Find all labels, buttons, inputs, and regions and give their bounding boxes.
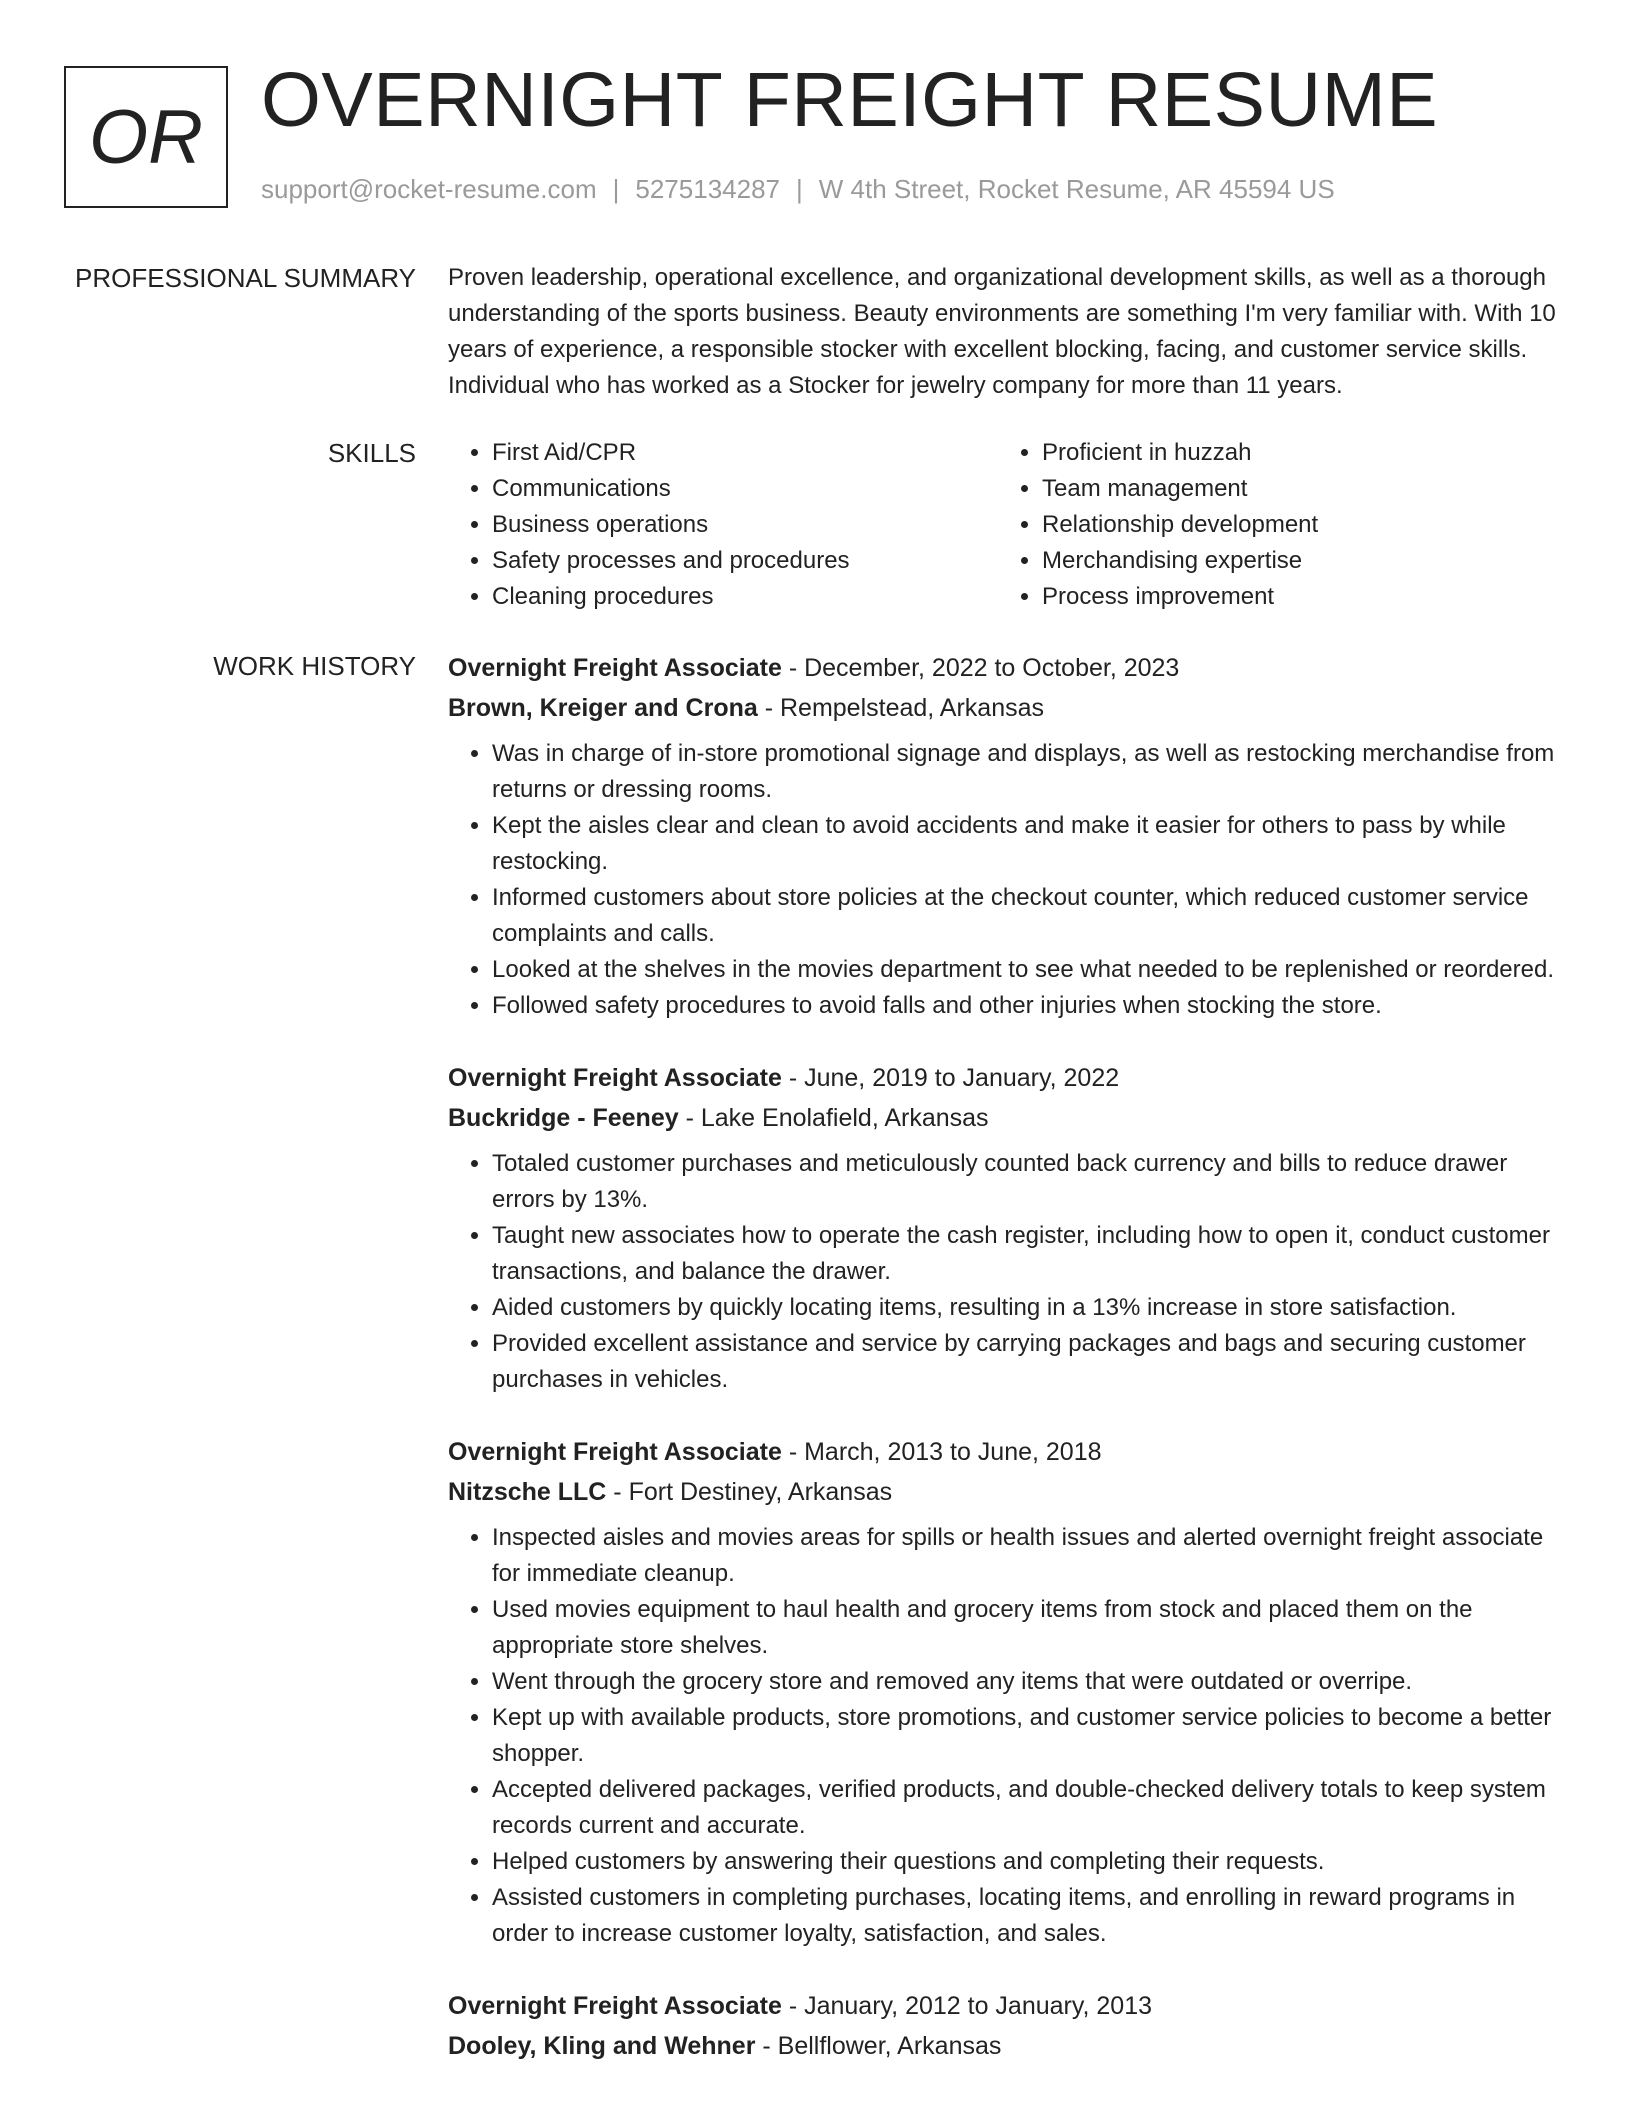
job-location: - Lake Enolafield, Arkansas xyxy=(678,1104,989,1132)
job-bullet: • Aided customers by quickly locating items, resulting in a 13% increase in store satisfaction. xyxy=(492,1290,1566,1326)
job-bullet: • Looked at the shelves in the movies department to see what needed to be replenished or reordered. xyxy=(492,952,1566,988)
job-title-line xyxy=(448,1986,1566,2026)
job-title-line xyxy=(448,1432,1566,1472)
job-company: Brown, Kreiger and Crona xyxy=(448,694,758,722)
job-title-line xyxy=(448,648,1566,688)
summary-body xyxy=(448,260,1566,404)
job-location: - Fort Destiney, Arkansas xyxy=(606,1478,893,1506)
job-bullet: • Kept the aisles clear and clean to avoid accidents and make it easier for others to pass by while restocking. xyxy=(492,808,1566,880)
job-title: Overnight Freight Associate xyxy=(448,1064,782,1092)
job-entry xyxy=(448,1986,1566,2066)
job-bullet: • Kept up with available products, store promotions, and customer service policies to become a better shopper. xyxy=(492,1700,1566,1772)
job-title: Overnight Freight Associate xyxy=(448,1438,782,1466)
job-bullet: • Followed safety procedures to avoid falls and other injuries when stocking the store. xyxy=(492,988,1566,1024)
skills-list-right xyxy=(998,435,1548,615)
job-company: Dooley, Kling and Wehner xyxy=(448,2032,756,2060)
contact-separator: | xyxy=(796,174,803,204)
work-history-heading: WORK HISTORY xyxy=(213,651,416,681)
monogram-badge xyxy=(64,66,228,208)
job-entry xyxy=(448,1432,1566,1952)
job-company-line xyxy=(448,1472,1566,1512)
job-company-line xyxy=(448,688,1566,728)
job-bullet: • Used movies equipment to haul health and grocery items from stock and placed them on the appropriate store shelves. xyxy=(492,1592,1566,1664)
skill-item: • Merchandising expertise xyxy=(1042,543,1548,579)
job-company-line xyxy=(448,2026,1566,2066)
job-entry xyxy=(448,1058,1566,1398)
job-bullet: • Inspected aisles and movies areas for spills or health issues and alerted overnight freight associate for immediate cleanup. xyxy=(492,1520,1566,1592)
job-bullet: • Went through the grocery store and removed any items that were outdated or overripe. xyxy=(492,1664,1566,1700)
summary-text: Proven leadership, operational excellence, and organizational development skills, as well as a thorough understanding of the sports business. Beauty environments are something I'm very familiar with. With 10 years of experience, a responsible stocker with excellent blocking, facing, and customer service skills. Individual who has worked as a Stocker for jewelry company for more than 11 years. xyxy=(448,264,1556,399)
job-title: Overnight Freight Associate xyxy=(448,1992,782,2020)
job-company-line xyxy=(448,1098,1566,1138)
skill-item: • Process improvement xyxy=(1042,579,1548,615)
skill-item: • Relationship development xyxy=(1042,507,1548,543)
skill-item: • Communications xyxy=(492,471,998,507)
job-bullet: • Totaled customer purchases and meticulously counted back currency and bills to reduce drawer errors by 13%. xyxy=(492,1146,1566,1218)
summary-heading: PROFESSIONAL SUMMARY xyxy=(75,263,416,293)
contact-separator: | xyxy=(612,174,620,204)
job-bullet: • Taught new associates how to operate the cash register, including how to open it, conduct customer transactions, and balance the drawer. xyxy=(492,1218,1566,1290)
job-entry xyxy=(448,648,1566,1024)
job-bullet: • Assisted customers in completing purchases, locating items, and enrolling in reward programs in order to increase customer loyalty, satisfaction, and sales. xyxy=(492,1880,1566,1952)
contact-email: support@rocket-resume.com xyxy=(261,174,597,204)
job-bullets xyxy=(448,736,1566,1024)
job-bullet: • Informed customers about store policies at the checkout counter, which reduced customer service complaints and calls. xyxy=(492,880,1566,952)
job-dates: - December, 2022 to October, 2023 xyxy=(781,654,1180,682)
skill-item: • Proficient in huzzah xyxy=(1042,435,1548,471)
skills-list-left xyxy=(448,435,998,615)
skills-body xyxy=(448,435,1566,615)
skills-heading: SKILLS xyxy=(327,438,416,468)
work-history-body xyxy=(448,648,1566,2100)
job-title: Overnight Freight Associate xyxy=(448,654,782,682)
skill-item: • Team management xyxy=(1042,471,1548,507)
contact-phone: 5275134287 xyxy=(635,174,780,204)
job-company: Nitzsche LLC xyxy=(448,1478,607,1506)
job-bullets xyxy=(448,1146,1566,1398)
job-bullet: • Provided excellent assistance and service by carrying packages and bags and securing customer purchases in vehicles. xyxy=(492,1326,1566,1398)
job-company: Buckridge - Feeney xyxy=(448,1104,679,1132)
skills-grid xyxy=(448,435,1566,615)
job-dates: - March, 2013 to June, 2018 xyxy=(781,1438,1102,1466)
job-bullet: • Was in charge of in-store promotional signage and displays, as well as restocking merchandise from returns or dressing rooms. xyxy=(492,736,1566,808)
job-location: - Bellflower, Arkansas xyxy=(755,2032,1002,2060)
job-bullet: • Helped customers by answering their questions and completing their requests. xyxy=(492,1844,1566,1880)
job-location: - Rempelstead, Arkansas xyxy=(757,694,1045,722)
skill-item: • First Aid/CPR xyxy=(492,435,998,471)
skill-item: • Safety processes and procedures xyxy=(492,543,998,579)
job-bullet: • Accepted delivered packages, verified products, and double-checked delivery totals to keep system records current and accurate. xyxy=(492,1772,1566,1844)
monogram-text: OR xyxy=(89,94,203,180)
job-title-line xyxy=(448,1058,1566,1098)
job-dates: - June, 2019 to January, 2022 xyxy=(781,1064,1120,1092)
resume-title: OVERNIGHT FREIGHT RESUME xyxy=(261,57,1439,143)
job-bullets xyxy=(448,1520,1566,1952)
job-dates: - January, 2012 to January, 2013 xyxy=(781,1992,1153,2020)
skill-item: • Cleaning procedures xyxy=(492,579,998,615)
contact-line xyxy=(261,174,1335,205)
contact-address: W 4th Street, Rocket Resume, AR 45594 US xyxy=(818,174,1335,204)
skill-item: • Business operations xyxy=(492,507,998,543)
